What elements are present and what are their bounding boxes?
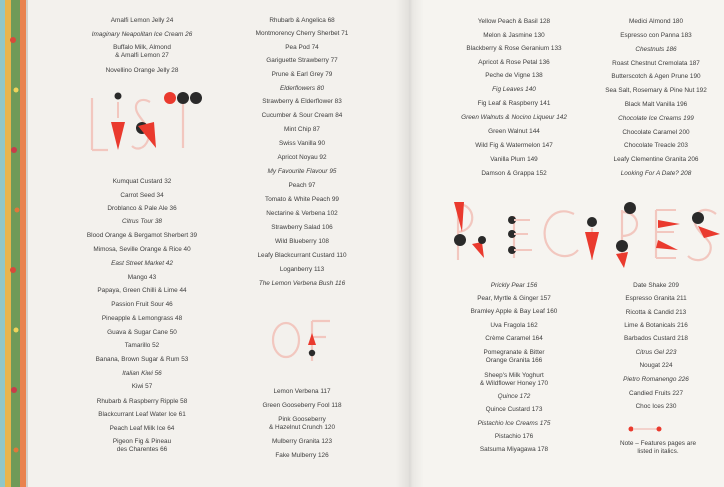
letter-i <box>111 93 125 151</box>
contents-entry: Cucumber & Sour Cream 84 <box>261 112 343 119</box>
contents-entry: Vanilla Plum 149 <box>490 156 538 163</box>
contents-entry: Strawberry & Elderflower 83 <box>262 98 342 105</box>
contents-entry: Peach 97 <box>288 182 316 189</box>
contents-entry: Kumquat Custard 32 <box>112 178 172 185</box>
letter-e <box>656 210 680 258</box>
contents-entry: Pomegranate & Bitter Orange Granita 166 <box>483 349 545 365</box>
contents-entry: Blood Orange & Bergamot Sherbert 39 <box>86 232 198 239</box>
contents-entry: Prickly Pear 156 <box>490 282 538 289</box>
contents-entry: Blackberry & Rose Geranium 133 <box>466 45 562 52</box>
contents-entry: Apricot & Rose Petal 136 <box>478 58 550 66</box>
letter-s <box>688 210 720 260</box>
contents-entry: Barbados Custard 218 <box>624 335 688 342</box>
contents-entry: Tomato & White Peach 99 <box>265 196 339 203</box>
contents-entry: Choc Ices 230 <box>635 403 677 410</box>
letter-t <box>164 92 202 148</box>
contents-entry: Mango 43 <box>127 274 157 281</box>
contents-entry: Candied Fruits 227 <box>629 390 683 397</box>
contents-entry: East Street Market 42 <box>111 260 173 267</box>
letter-l <box>92 98 108 150</box>
contents-entry: Novellino Orange Jelly 28 <box>105 67 179 74</box>
contents-entry: Sheep's Milk Yoghurt & Wildflower Honey 170 <box>479 372 549 388</box>
contents-entry: Mulberry Granita 123 <box>271 438 333 445</box>
contents-entry: Papaya, Green Chilli & Lime 44 <box>97 287 187 294</box>
letter-f <box>308 321 330 361</box>
contents-entry: Citrus Gel 223 <box>635 349 677 356</box>
contents-entry: Strawberry Salad 106 <box>271 224 333 231</box>
contents-entry: Montmorency Cherry Sherbet 71 <box>255 30 349 37</box>
contents-entry: Loganberry 113 <box>279 266 325 273</box>
contents-entry: Date Shake 209 <box>633 282 679 289</box>
contents-entry: Italian Kiwi 56 <box>122 370 162 377</box>
contents-entry: Leafy Blackcurrant Custard 110 <box>257 252 347 259</box>
contents-entry: Lemon Verbena 117 <box>273 388 331 395</box>
italics-note: Note – Features pages are listed in italics. <box>619 440 697 456</box>
contents-entry: Citrus Tour 38 <box>122 218 162 225</box>
contents-entry: Pistachio 176 <box>494 433 534 440</box>
contents-entry: Peche de Vigne 138 <box>485 72 543 79</box>
contents-entry: Swiss Vanilla 90 <box>278 140 326 147</box>
contents-entry: Nectarine & Verbena 102 <box>266 210 338 217</box>
contents-entry: Damson & Grappa 152 <box>481 170 547 177</box>
contents-entry: Fig Leaves 140 <box>492 86 536 93</box>
contents-entry: Kiwi 57 <box>131 383 153 390</box>
contents-entry: Peach Leaf Milk Ice 64 <box>109 425 175 432</box>
contents-entry: Prune & Earl Grey 79 <box>271 71 333 78</box>
contents-entry: Quince Custard 173 <box>485 406 543 413</box>
contents-entry: Rhubarb & Raspberry Ripple 58 <box>96 398 188 405</box>
contents-entry: Droblanco & Pale Ale 36 <box>107 205 177 212</box>
letter-o <box>273 323 299 357</box>
contents-entry: Rhubarb & Angelica 68 <box>269 17 335 24</box>
book-spine-edge <box>0 0 30 487</box>
contents-entry: Banana, Brown Sugar & Rum 53 <box>95 356 189 363</box>
heading-list <box>78 88 223 158</box>
contents-entry: Quince 172 <box>497 393 531 400</box>
contents-entry: Green Gooseberry Fool 118 <box>262 402 342 409</box>
contents-entry: Lime & Botanicals 216 <box>624 322 688 329</box>
contents-entry: Blackcurrant Leaf Water Ice 61 <box>98 411 186 418</box>
contents-entry: Sea Salt, Rosemary & Pine Nut 192 <box>605 87 707 94</box>
letter-s <box>132 100 156 149</box>
contents-entry: My Favourite Flavour 95 <box>267 168 337 175</box>
contents-entry: Looking For A Date? 208 <box>620 170 692 177</box>
contents-entry: Yellow Peach & Basil 128 <box>477 18 551 25</box>
contents-entry: Pear, Myrtle & Ginger 157 <box>477 295 551 302</box>
book-gutter <box>396 0 424 487</box>
contents-entry: Apricot Noyau 92 <box>277 154 327 161</box>
contents-entry: Wild Fig & Watermelon 147 <box>475 142 553 149</box>
contents-entry: Medici Almond 180 <box>629 18 683 25</box>
contents-entry: Amalfi Lemon Jelly 24 <box>110 17 174 24</box>
contents-entry: Pea Pod 74 <box>285 43 319 51</box>
letter-r <box>454 202 486 260</box>
contents-entry: Butterscotch & Agen Prune 190 <box>611 73 701 80</box>
contents-entry: Buffalo Milk, Almond & Amalfi Lemon 27 <box>113 43 171 59</box>
contents-entry: Pigeon Fig & Pineau des Charentes 66 <box>112 438 172 454</box>
contents-entry: Melon & Jasmine 130 <box>483 31 545 39</box>
letter-c <box>545 211 578 256</box>
contents-entry: Black Malt Vanilla 196 <box>624 101 688 108</box>
contents-entry: Gariguette Strawberry 77 <box>266 57 338 64</box>
letter-e <box>508 216 532 258</box>
contents-entry: Ricotta & Candid 213 <box>625 309 687 316</box>
contents-entry: Fake Mulberry 126 <box>275 452 329 459</box>
contents-entry: Chocolate Treacle 203 <box>624 142 688 149</box>
contents-entry: Green Walnuts & Nocino Liqueur 142 <box>461 114 567 121</box>
contents-entry: Bramley Apple & Bay Leaf 160 <box>470 308 558 315</box>
contents-entry: The Lemon Verbena Bush 116 <box>258 280 346 287</box>
contents-entry: Tamarillo 52 <box>124 342 160 349</box>
letter-p <box>616 202 637 268</box>
contents-entry: Chestnuts 186 <box>635 46 677 53</box>
contents-entry: Chocolate Ice Creams 199 <box>618 115 694 122</box>
contents-entry: Espresso con Panna 183 <box>620 32 692 39</box>
contents-entry: Fig Leaf & Raspberry 141 <box>477 100 551 107</box>
contents-entry: Pistachio Ice Creams 175 <box>477 420 551 427</box>
contents-entry: Chocolate Caramel 200 <box>622 129 690 136</box>
contents-entry: Carrot Seed 34 <box>120 192 164 199</box>
contents-entry: Green Walnut 144 <box>488 128 540 135</box>
contents-entry: Crème Caramel 164 <box>485 335 543 342</box>
contents-entry: Mimosa, Seville Orange & Rice 40 <box>93 246 191 253</box>
contents-entry: Espresso Granita 211 <box>625 295 687 302</box>
heading-of <box>270 315 340 365</box>
italics-note-marker <box>625 425 665 433</box>
contents-entry: Imaginary Neapolitan Ice Cream 26 <box>91 30 193 38</box>
contents-entry: Roast Chestnut Cremolata 187 <box>612 60 700 67</box>
contents-entry: Satsuma Miyagawa 178 <box>479 446 549 453</box>
contents-entry: Mint Chip 87 <box>284 126 320 133</box>
contents-entry: Pink Gooseberry & Hazelnut Crunch 120 <box>268 416 336 432</box>
contents-entry: Pineapple & Lemongrass 48 <box>101 315 183 322</box>
contents-entry: Wild Blueberry 108 <box>275 238 329 245</box>
contents-entry: Passion Fruit Sour 46 <box>111 301 173 308</box>
heading-recipes <box>446 196 722 274</box>
letter-i <box>585 217 599 260</box>
contents-entry: Leafy Clementine Granita 206 <box>613 156 699 163</box>
contents-entry: Uva Fragola 162 <box>490 322 538 329</box>
contents-entry: Guava & Sugar Cane 50 <box>107 329 177 336</box>
contents-entry: Nougat 224 <box>639 362 673 369</box>
contents-entry: Elderflowers 80 <box>279 85 325 92</box>
contents-entry: Pietro Romanengo 226 <box>623 376 689 383</box>
